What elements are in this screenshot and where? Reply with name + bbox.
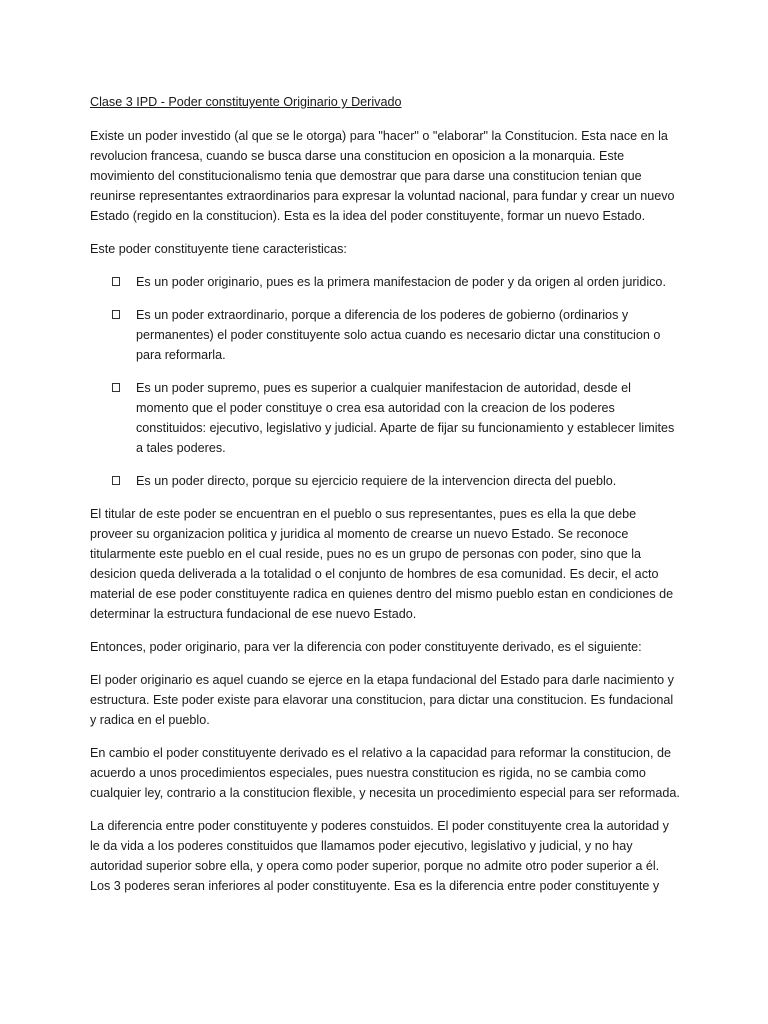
intro-emphasis: Esta es la idea del poder constituyente, formar un nuevo Estado. xyxy=(283,209,646,223)
characteristics-intro: Este poder constituyente tiene caracteristicas: xyxy=(90,242,347,256)
bullet-box-icon xyxy=(112,476,120,485)
document-title: Clase 3 IPD - Poder constituyente Originario y Derivado xyxy=(90,95,402,109)
list-item xyxy=(90,305,680,365)
body-paragraph: El titular de este poder se encuentran en el pueblo o sus representantes, pues es ella la que debe proveer su organizacion politica y juridica al momento de crearse un nuevo Estado. Se reconoce titularmente este pueblo en el cual reside, pues no es un grupo de personas con poder, sino que la desicion queda deliverada a la totalidad o el conjunto de hombres de esa comunidad. Es decir, el acto material de ese poder constituyente radica en quienes dentro del mismo pueblo estan en condiciones de determinar la estructura fundacional de ese nuevo Estado. xyxy=(90,507,674,621)
list-item xyxy=(90,378,680,458)
characteristics-list xyxy=(90,272,680,491)
list-item xyxy=(90,272,680,292)
intro-text: Existe un poder investido (al que se le otorga) para "hacer" o "elaborar" la Constitucion. Esta nace en la revolucion francesa, cuando se busca darse una constitucion en oposicion a la monarquia. Este movimiento del constitucionalismo tenia que demostrar que para darse una constitucion tenian que reunirse representantes extraordinarios para expresar la voluntad nacional, para fundar y crear un nuevo Estado (regido en la constitucion). xyxy=(90,129,675,223)
body-paragraph: En cambio el poder constituyente derivado es el relativo a la capacidad para reformar la constitucion, de acuerdo a unos procedimientos especiales, pues nuestra constitucion es rigida, no se cambia como cualquier ley, contrario a la constitucion flexible, y necesita un procedimiento especial para ser reformada. xyxy=(90,746,680,800)
intro-paragraph xyxy=(90,126,680,226)
list-item xyxy=(90,471,680,491)
list-item-text: Es un poder supremo, pues es superior a cualquier manifestacion de autoridad, desde el momento que el poder constituye o crea esa autoridad con la creacion de los poderes constituidos: ejecutivo, legislativo y judicial. Aparte de fijar su funcionamiento y establecer limites a tales poderes. xyxy=(136,381,675,455)
bullet-box-icon xyxy=(112,310,120,319)
bullet-box-icon xyxy=(112,383,120,392)
body-paragraph: El poder originario es aquel cuando se ejerce en la etapa fundacional del Estado para darle nacimiento y estructura. Este poder existe para elavorar una constitucion, para dictar una constitucion. Es fundacional y radica en el pueblo. xyxy=(90,673,674,727)
list-item-text: Es un poder originario, pues es la primera manifestacion de poder y da origen al orden juridico. xyxy=(136,275,666,289)
list-item-text: Es un poder extraordinario, porque a diferencia de los poderes de gobierno (ordinarios y permanentes) el poder constituyente solo actua cuando es necesario dictar una constitucion o para reformarla. xyxy=(136,308,661,362)
document-content xyxy=(90,92,680,909)
bullet-box-icon xyxy=(112,277,120,286)
body-paragraph: Entonces, poder originario, para ver la diferencia con poder constituyente derivado, es el siguiente: xyxy=(90,640,642,654)
list-item-text: Es un poder directo, porque su ejercicio requiere de la intervencion directa del pueblo. xyxy=(136,474,617,488)
body-paragraph: La diferencia entre poder constituyente y poderes constuidos. El poder constituyente crea la autoridad y le da vida a los poderes constituidos que llamamos poder ejecutivo, legislativo y judicial, y no hay autoridad superior sobre ella, y opera como poder superior, porque no admite otro poder superior a él. Los 3 poderes seran inferiores al poder constituyente. Esa es la diferencia entre poder constituyente y xyxy=(90,819,669,893)
